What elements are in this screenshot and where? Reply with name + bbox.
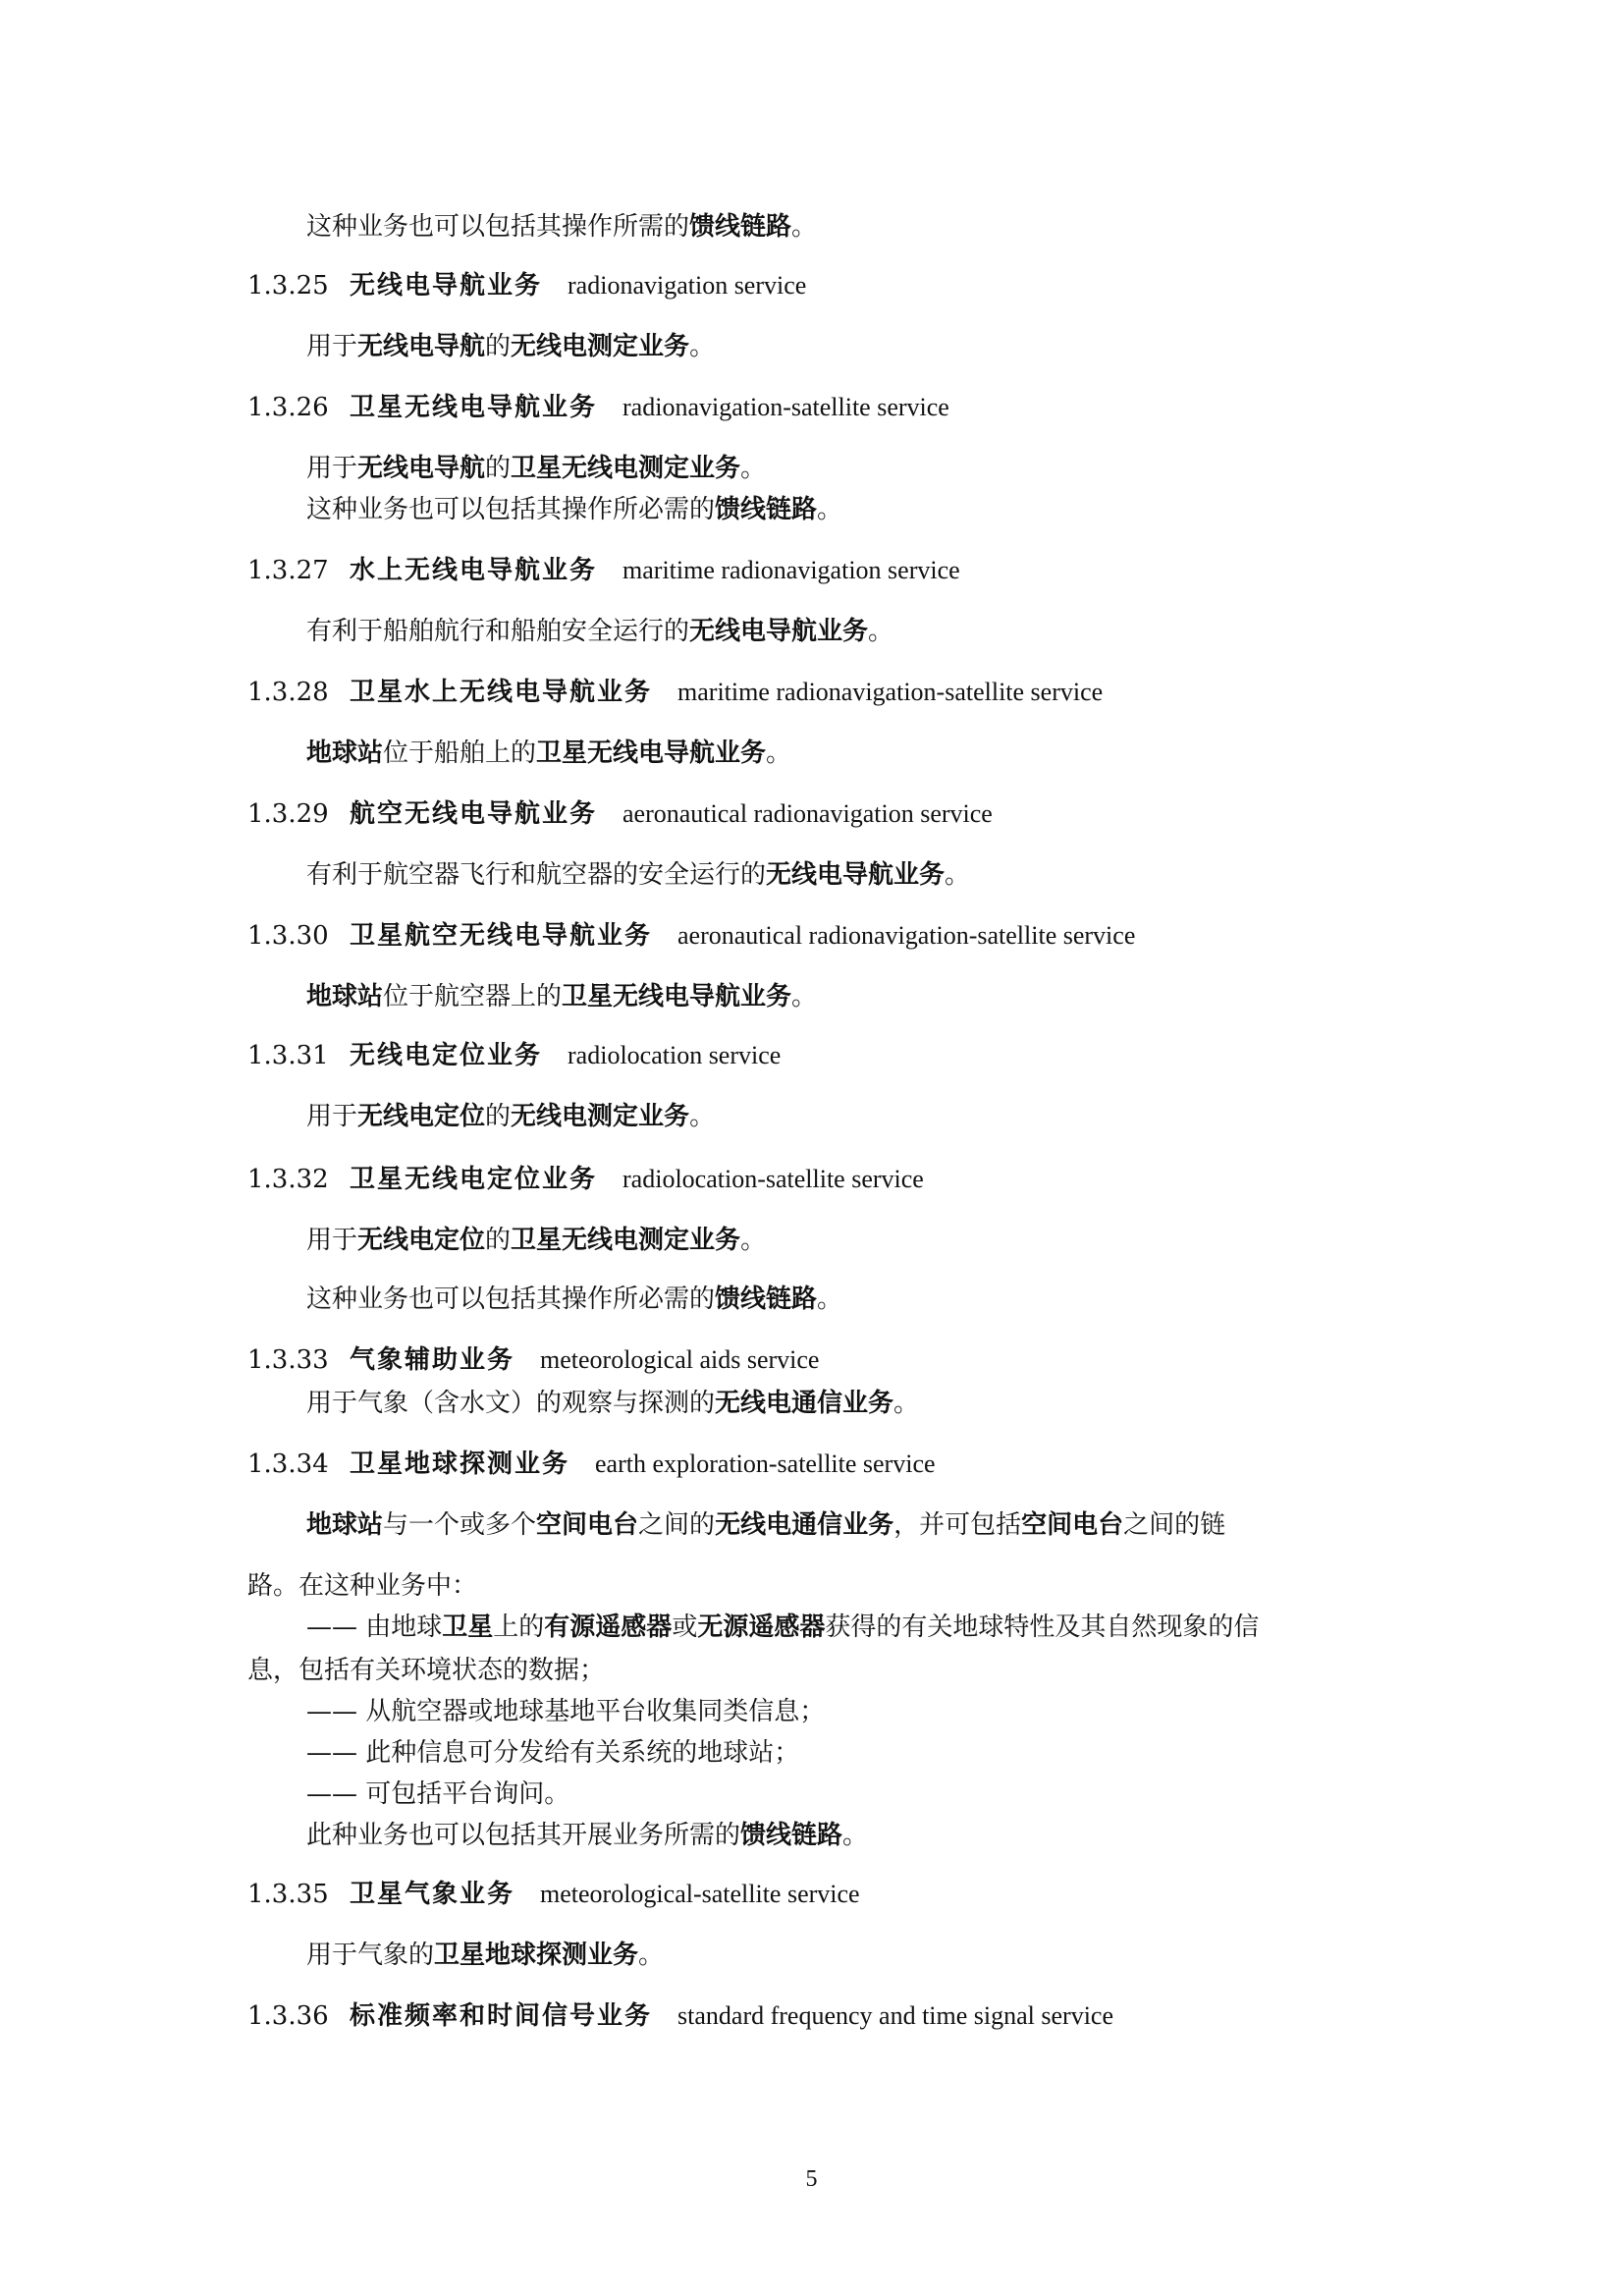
text-segment: 有利于航空器飞行和航空器的安全运行的 [306, 860, 767, 890]
term-number: 1.3.31 [247, 1041, 329, 1070]
term-heading [247, 919, 1135, 953]
text-segment: 位于船舶上的 [383, 738, 537, 768]
text-segment: 之间的 [638, 1510, 716, 1540]
text-segment: 。 [791, 982, 818, 1011]
term-chinese: 卫星无线电定位业务 [350, 1165, 598, 1194]
defined-term: 地球站 [306, 738, 384, 768]
definition-text [306, 452, 766, 485]
definition-text [306, 737, 791, 770]
text-segment: 用于 [306, 1102, 358, 1131]
definition-text [306, 1508, 1225, 1542]
defined-term: 卫星无线电测定业务 [511, 454, 741, 483]
term-english: aeronautical radionavigation service [622, 799, 993, 828]
text-segment: 或 [672, 1613, 698, 1642]
defined-term: 无线电测定业务 [511, 332, 690, 361]
term-number: 1.3.36 [247, 2001, 329, 2031]
defined-term: 无线电导航业务 [689, 617, 869, 646]
term-chinese: 水上无线电导航业务 [350, 556, 598, 585]
defined-term: 空间电台 [1021, 1510, 1124, 1540]
defined-term: 无源遥感器 [697, 1613, 826, 1642]
defined-term: 卫星 [442, 1613, 494, 1642]
term-chinese: 卫星气象业务 [350, 1880, 515, 1909]
defined-term: 无线电定位 [357, 1102, 486, 1131]
term-chinese: 卫星水上无线电导航业务 [350, 678, 653, 707]
definition-text [306, 615, 893, 648]
defined-term: 卫星无线电导航业务 [562, 982, 792, 1011]
text-segment: 的 [485, 332, 512, 361]
text-segment: ，并可包括 [893, 1510, 1022, 1540]
term-heading [247, 391, 949, 424]
text-segment: 。 [945, 860, 971, 890]
term-number: 1.3.26 [247, 393, 329, 422]
term-number: 1.3.35 [247, 1880, 329, 1909]
text-segment: 路。在这种业务中： [247, 1571, 478, 1601]
text-segment: —— 由地球 [306, 1613, 443, 1642]
text-segment: —— 可包括平台询问。 [306, 1779, 570, 1809]
text-segment: 用于 [306, 332, 358, 361]
term-chinese: 卫星无线电导航业务 [350, 393, 598, 422]
text-segment: 这种业务也可以包括其操作所需的 [306, 212, 690, 242]
text-segment: 这种业务也可以包括其操作所必需的 [306, 495, 716, 524]
definition-text [306, 1695, 825, 1728]
definition-text [306, 980, 817, 1013]
text-segment: 。 [842, 1821, 869, 1850]
text-segment: 上的 [493, 1613, 545, 1642]
term-number: 1.3.29 [247, 799, 329, 829]
definition-text [306, 1283, 842, 1316]
definition-text [306, 1939, 664, 1972]
text-segment: 的 [485, 1102, 512, 1131]
term-heading [247, 1999, 1113, 2033]
defined-term: 无线电通信业务 [715, 1510, 894, 1540]
term-english: maritime radionavigation-satellite service [677, 678, 1104, 706]
term-english: aeronautical radionavigation-satellite service [677, 921, 1136, 950]
text-segment: 。 [893, 1389, 920, 1418]
text-segment: 的 [485, 1226, 512, 1255]
term-number: 1.3.34 [247, 1449, 329, 1479]
term-chinese: 航空无线电导航业务 [350, 799, 598, 829]
defined-term: 卫星无线电导航业务 [536, 738, 767, 768]
definition-text [306, 1100, 715, 1133]
defined-term: 馈线链路 [689, 212, 792, 242]
defined-term: 馈线链路 [715, 1285, 818, 1314]
term-heading [247, 554, 960, 587]
term-number: 1.3.28 [247, 678, 329, 707]
text-segment: 。 [740, 454, 767, 483]
text-segment: 。 [638, 1941, 665, 1970]
term-chinese: 卫星航空无线电导航业务 [350, 921, 653, 951]
term-heading [247, 269, 806, 302]
text-segment: 息，包括有关环境状态的数据； [247, 1656, 606, 1685]
text-segment: 。 [817, 1285, 843, 1314]
defined-term: 无线电导航业务 [766, 860, 946, 890]
term-english: maritime radionavigation service [622, 556, 960, 584]
term-heading [247, 797, 993, 831]
definition-continuation [247, 1569, 477, 1603]
text-segment: 与一个或多个 [383, 1510, 537, 1540]
term-chinese: 气象辅助业务 [350, 1345, 515, 1375]
text-segment: —— 从航空器或地球基地平台收集同类信息； [306, 1697, 826, 1726]
text-segment: 。 [689, 1102, 716, 1131]
defined-term: 地球站 [306, 1510, 384, 1540]
text-segment: —— 此种信息可分发给有关系统的地球站； [306, 1738, 800, 1768]
text-segment: 获得的有关地球特性及其自然现象的信 [825, 1613, 1260, 1642]
definition-text [306, 1387, 919, 1420]
term-number: 1.3.33 [247, 1345, 329, 1375]
term-number: 1.3.32 [247, 1165, 329, 1194]
text-segment: 有利于船舶航行和船舶安全运行的 [306, 617, 690, 646]
term-english: standard frequency and time signal service [677, 2001, 1114, 2030]
text-segment: 。 [817, 495, 843, 524]
text-segment: 。 [689, 332, 716, 361]
term-number: 1.3.25 [247, 271, 329, 301]
defined-term: 无线电导航 [357, 454, 486, 483]
defined-term: 有源遥感器 [544, 1613, 673, 1642]
text-segment: 这种业务也可以包括其操作所必需的 [306, 1285, 716, 1314]
term-chinese: 标准频率和时间信号业务 [350, 2001, 653, 2031]
term-number: 1.3.27 [247, 556, 329, 585]
text-segment: 。 [791, 212, 818, 242]
term-heading [247, 1039, 781, 1072]
term-chinese: 无线电定位业务 [350, 1041, 543, 1070]
term-english: radiolocation service [568, 1041, 782, 1069]
definition-text [306, 1224, 766, 1257]
term-heading [247, 1878, 860, 1911]
text-segment: 用于 [306, 1226, 358, 1255]
term-heading [247, 1448, 936, 1481]
text-segment: 位于航空器上的 [383, 982, 563, 1011]
definition-text [306, 858, 970, 892]
term-english: radiolocation-satellite service [622, 1165, 924, 1193]
term-english: radionavigation-satellite service [622, 393, 949, 421]
definition-text [306, 330, 715, 363]
text-segment: 。 [766, 738, 792, 768]
defined-term: 无线电通信业务 [715, 1389, 894, 1418]
text-segment: 此种业务也可以包括其开展业务所需的 [306, 1821, 741, 1850]
defined-term: 无线电测定业务 [511, 1102, 690, 1131]
text-segment: 。 [740, 1226, 767, 1255]
text-segment: 用于气象的 [306, 1941, 435, 1970]
definition-text [306, 1819, 868, 1852]
term-chinese: 无线电导航业务 [350, 271, 543, 301]
term-number: 1.3.30 [247, 921, 329, 951]
defined-term: 空间电台 [536, 1510, 639, 1540]
defined-term: 馈线链路 [715, 495, 818, 524]
term-english: earth exploration-satellite service [595, 1449, 936, 1478]
defined-term: 地球站 [306, 982, 384, 1011]
defined-term: 馈线链路 [740, 1821, 843, 1850]
page-number: 5 [805, 2166, 818, 2192]
term-heading [247, 676, 1103, 709]
definition-text [306, 210, 817, 244]
definition-text [306, 1777, 569, 1811]
defined-term: 卫星无线电测定业务 [511, 1226, 741, 1255]
defined-term: 无线电定位 [357, 1226, 486, 1255]
text-segment: 之间的链 [1123, 1510, 1226, 1540]
definition-text [306, 1736, 799, 1770]
term-english: radionavigation service [568, 271, 807, 300]
text-segment: 的 [485, 454, 512, 483]
term-chinese: 卫星地球探测业务 [350, 1449, 570, 1479]
defined-term: 无线电导航 [357, 332, 486, 361]
definition-text [306, 493, 842, 526]
definition-text [306, 1611, 1259, 1644]
definition-continuation [247, 1654, 605, 1687]
text-segment: 用于气象（含水文）的观察与探测的 [306, 1389, 716, 1418]
text-segment: 用于 [306, 454, 358, 483]
term-heading [247, 1163, 924, 1196]
term-heading [247, 1343, 819, 1377]
term-english: meteorological-satellite service [540, 1880, 860, 1908]
term-english: meteorological aids service [540, 1345, 820, 1374]
defined-term: 卫星地球探测业务 [434, 1941, 639, 1970]
text-segment: 。 [868, 617, 894, 646]
